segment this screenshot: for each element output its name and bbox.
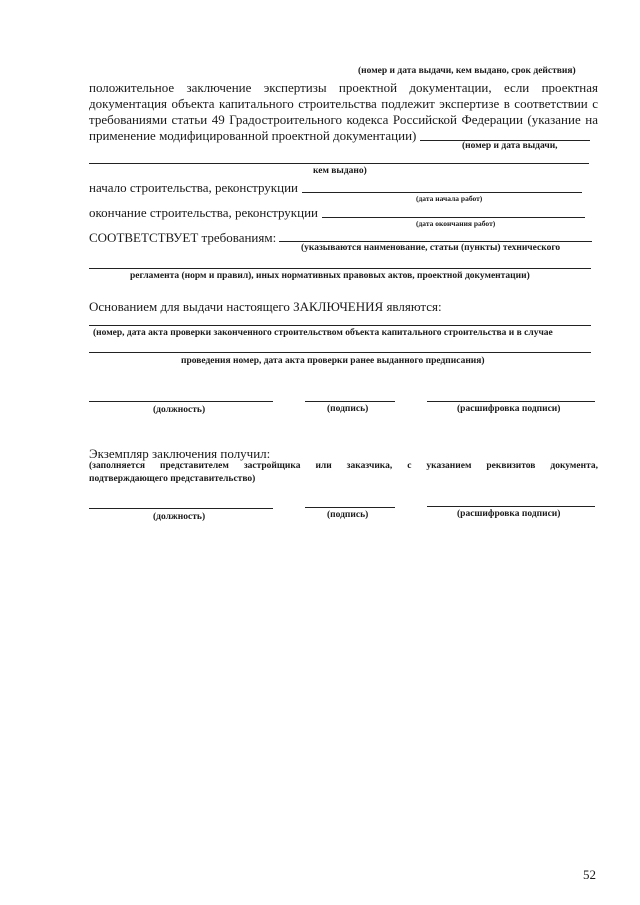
signature-line-1 bbox=[305, 401, 395, 402]
signature-caption-2: (подпись) bbox=[327, 510, 369, 520]
expertise-text-line-3: требованиями статьи 49 Градостроительного кодекса Российской Федерации (указание на bbox=[89, 112, 598, 127]
construction-start-field-line bbox=[302, 192, 582, 193]
position-line-2 bbox=[89, 508, 273, 509]
construction-end-label: окончание строительства, реконструкции bbox=[89, 205, 318, 220]
basis-field-line-2 bbox=[89, 352, 591, 353]
signature-line-2 bbox=[305, 507, 395, 508]
expertise-caption-2: кем выдано) bbox=[313, 166, 367, 176]
conforms-field-line bbox=[279, 241, 592, 242]
expertise-text-line-4: применение модифицированной проектной документации) bbox=[89, 128, 417, 143]
signature-decoding-caption-1: (расшифровка подписи) bbox=[457, 404, 561, 414]
page-number: 52 bbox=[583, 867, 596, 882]
construction-end-field-line bbox=[322, 217, 585, 218]
copy-received-note-1: (заполняется представителем застройщика или заказчика, с указанием реквизитов документа, bbox=[89, 461, 598, 471]
construction-start-caption: (дата начала работ) bbox=[416, 194, 483, 203]
position-caption-1: (должность) bbox=[153, 405, 206, 415]
position-caption-2: (должность) bbox=[153, 512, 206, 522]
basis-caption-2: проведения номер, дата акта проверки ранее выданного предписания) bbox=[181, 356, 485, 366]
expertise-field-line-2 bbox=[89, 163, 589, 164]
expertise-text-line-2: документация объекта капитального строительства подлежит экспертизе в соответствии с bbox=[89, 96, 598, 111]
issue-details-caption: (номер и дата выдачи, кем выдано, срок действия) bbox=[358, 66, 576, 76]
position-line-1 bbox=[89, 401, 273, 402]
basis-caption-1: (номер, дата акта проверки законченного строительством объекта капитального строительства и в случае bbox=[93, 328, 553, 338]
conforms-caption-1: (указываются наименование, статьи (пункты) технического bbox=[301, 243, 561, 253]
copy-received-label: Экземпляр заключения получил: bbox=[89, 446, 271, 461]
expertise-text-line-1: положительное заключение экспертизы проектной документации, если проектная bbox=[89, 80, 598, 95]
conforms-caption-2: регламента (норм и правил), иных нормативных правовых актов, проектной документации) bbox=[130, 271, 530, 281]
signature-decoding-line-1 bbox=[427, 401, 595, 402]
construction-end-caption: (дата окончания работ) bbox=[416, 219, 496, 228]
conforms-label: СООТВЕТСТВУЕТ требованиям: bbox=[89, 230, 277, 245]
expertise-caption-1: (номер и дата выдачи, bbox=[462, 141, 558, 151]
basis-field-line bbox=[89, 325, 591, 326]
copy-received-note-2: подтверждающего представительство) bbox=[89, 474, 256, 484]
construction-start-label: начало строительства, реконструкции bbox=[89, 180, 298, 195]
signature-caption-1: (подпись) bbox=[327, 404, 369, 414]
conforms-field-line-2 bbox=[89, 268, 591, 269]
basis-label: Основанием для выдачи настоящего ЗАКЛЮЧЕНИЯ являются: bbox=[89, 299, 442, 314]
signature-decoding-line-2 bbox=[427, 506, 595, 507]
signature-decoding-caption-2: (расшифровка подписи) bbox=[457, 509, 561, 519]
